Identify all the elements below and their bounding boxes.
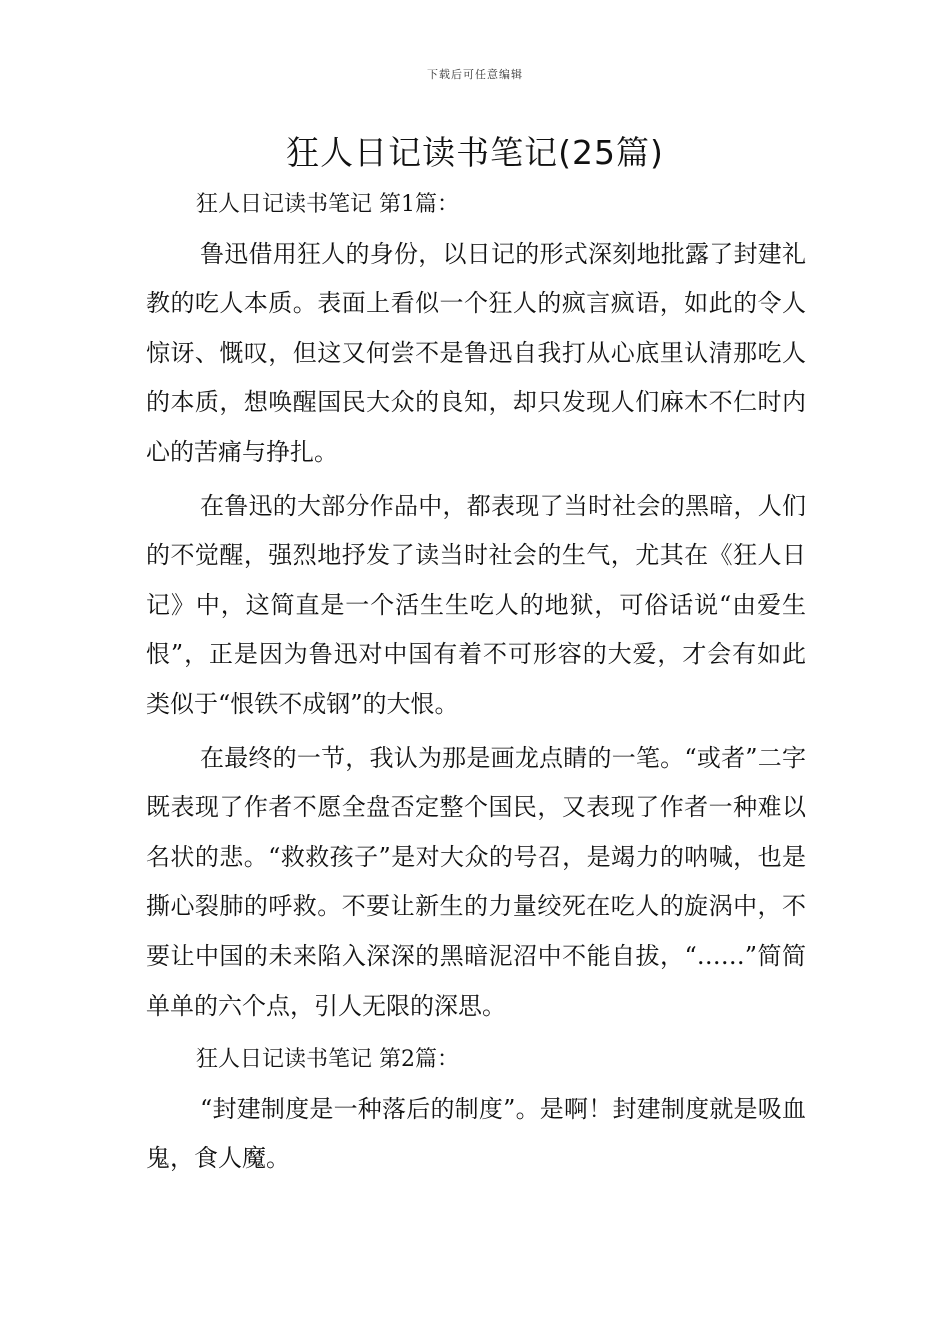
header-note: 下载后可任意编辑 xyxy=(427,68,523,81)
paragraph: 在鲁迅的大部分作品中，都表现了当时社会的黑暗，人们的不觉醒，强烈地抒发了读当时社会的生气，尤其在《狂人日记》中，这简直是一个活生生吃人的地狱，可俗话说“由爱生恨”，正是因为鲁迅对中国有着不可形容的大爱，才会有如此类似于“恨铁不成钢”的大恨。 xyxy=(146,491,806,718)
paragraph: “封建制度是一种落后的制度”。是啊！封建制度就是吸血鬼，食人魔。 xyxy=(146,1094,806,1173)
section-2 xyxy=(146,1035,806,1184)
section-heading: 狂人日记读书笔记 第2篇： xyxy=(196,1047,459,1073)
paragraph: 鲁迅借用狂人的身份，以日记的形式深刻地批露了封建礼教的吃人本质。表面上看似一个狂人的疯言疯语，如此的令人惊讶、慨叹，但这又何尝不是鲁迅自我打从心底里认清那吃人的本质，想唤醒国民大众的良知，却只发现人们麻木不仁时内心的苦痛与挣扎。 xyxy=(146,239,806,466)
paragraph: 在最终的一节，我认为那是画龙点睛的一笔。“或者”二字既表现了作者不愿全盘否定整个国民，又表现了作者一种难以名状的悲。“救救孩子”是对大众的号召，是竭力的呐喊，也是撕心裂肺的呼救。不要让新生的力量绞死在吃人的旋涡中，不要让中国的未来陷入深深的黑暗泥沼中不能自拔，“……”简简单单的六个点，引人无限的深思。 xyxy=(146,743,806,1020)
document-title: 狂人日记读书笔记(25篇) xyxy=(286,133,664,172)
document-body xyxy=(146,180,806,1188)
section-1 xyxy=(146,180,806,1031)
section-heading: 狂人日记读书笔记 第1篇： xyxy=(196,192,459,217)
